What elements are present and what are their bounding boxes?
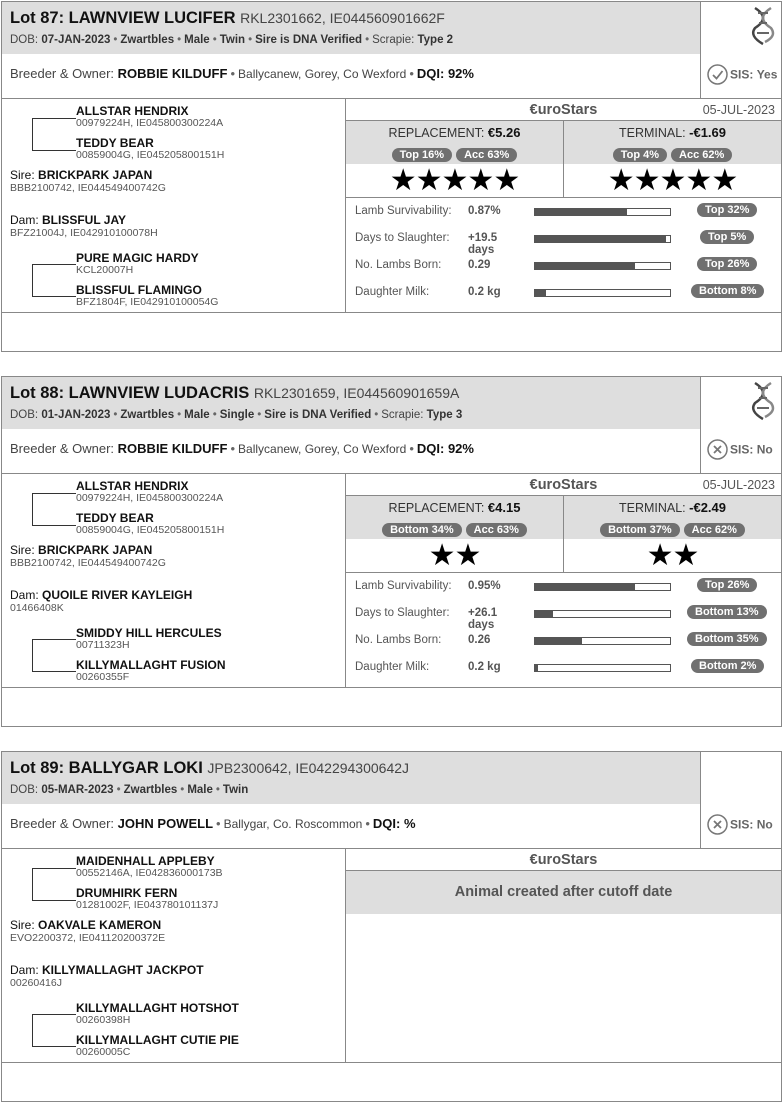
trait-percentile-bar	[534, 610, 671, 618]
lot-card	[1, 1, 782, 352]
trait-rank-badge: Top 5%	[700, 230, 754, 244]
trait-percentile-bar	[534, 664, 671, 672]
trait-name: Lamb Survivability:	[355, 580, 452, 592]
terminal-rank-badge: Bottom 37%	[600, 523, 680, 537]
trait-percentile-bar	[534, 289, 671, 297]
sire-name: Sire: BRICKPARK JAPAN	[10, 543, 153, 557]
trait-value: 0.2 kg	[468, 661, 501, 673]
lot-details: DOB: 07-JAN-2023 • Zwartbles • Male • Twin • Sire is DNA Verified • Scrapie: Type 2	[10, 34, 454, 46]
terminal-accuracy-badge: Acc 62%	[684, 523, 745, 537]
trait-percentile-bar	[534, 208, 671, 216]
lot-header	[2, 377, 700, 474]
trait-name: Days to Slaughter:	[355, 232, 450, 244]
terminal-accuracy-badge: Acc 62%	[671, 148, 732, 162]
sire-dam-ids: 00859004G, IE045205800151H	[76, 524, 225, 536]
lot-ids: JPB2300642, IE042294300642J	[207, 760, 410, 776]
trait-percentile-bar	[534, 262, 671, 270]
trait-percentile-fill	[535, 611, 553, 617]
dna-icon	[751, 381, 775, 421]
sire-sire-name: MAIDENHALL APPLEBY	[76, 854, 215, 868]
dam-dam-name: KILLYMALLAGHT FUSION	[76, 658, 226, 672]
trait-row	[346, 231, 781, 256]
dam-sire-name: KILLYMALLAGHT HOTSHOT	[76, 1001, 239, 1015]
trait-percentile-fill	[535, 236, 666, 242]
trait-percentile-fill	[535, 584, 635, 590]
dna-icon	[751, 6, 775, 46]
trait-rank-badge: Top 32%	[697, 203, 757, 217]
sire-ids: EVO2200372, IE041120200372E	[10, 932, 166, 944]
status-panel	[700, 377, 781, 474]
replacement-star-rating: ★★	[346, 539, 564, 573]
replacement-rank-badge: Bottom 34%	[382, 523, 462, 537]
trait-rank-badge: Top 26%	[697, 257, 757, 271]
eurostars-logo: €uroStars	[529, 477, 598, 493]
trait-value: 0.87%	[468, 205, 501, 217]
dam-ids: 01466408K	[10, 602, 64, 614]
trait-percentile-fill	[535, 290, 546, 296]
sire-dam-ids: 01281002F, IE043780101137J	[76, 899, 219, 911]
pedigree	[2, 849, 346, 1063]
lot-header	[2, 752, 700, 849]
sis-status: SIS: Yes	[707, 64, 777, 85]
eurostars-date: 05-JUL-2023	[702, 103, 775, 117]
trait-name: Lamb Survivability:	[355, 205, 452, 217]
sis-status: SIS: No	[707, 439, 773, 460]
check-circle-icon	[707, 64, 728, 85]
lot-title: Lot 89: BALLYGAR LOKI JPB2300642, IE042294300642J	[10, 759, 410, 777]
dam-name: Dam: BLISSFUL JAY	[10, 213, 127, 227]
terminal-star-rating: ★★★★★	[564, 164, 781, 198]
trait-row	[346, 580, 781, 600]
dam-dam-ids: 00260355F	[76, 671, 130, 683]
trait-value: +26.1 days	[468, 607, 498, 631]
sire-sire-name: ALLSTAR HENDRIX	[76, 479, 189, 493]
breeder-line: Breeder & Owner: ROBBIE KILDUFF • Ballycanew, Gorey, Co Wexford • DQI: 92%	[10, 66, 474, 81]
trait-percentile-bar	[534, 637, 671, 645]
lot-title: Lot 87: LAWNVIEW LUCIFER RKL2301662, IE044560901662F	[10, 9, 445, 27]
sire-dam-name: DRUMHIRK FERN	[76, 886, 178, 900]
dam-name: Dam: KILLYMALLAGHT JACKPOT	[10, 963, 204, 977]
trait-value: +19.5 days	[468, 232, 498, 256]
trait-name: Daughter Milk:	[355, 661, 430, 673]
pedigree	[2, 99, 346, 313]
sire-ids: BBB2100742, IE044549400742G	[10, 557, 166, 569]
trait-name: Days to Slaughter:	[355, 607, 450, 619]
sire-sire-name: ALLSTAR HENDRIX	[76, 104, 189, 118]
pedigree	[2, 474, 346, 688]
breeder-line: Breeder & Owner: ROBBIE KILDUFF • Ballycanew, Gorey, Co Wexford • DQI: 92%	[10, 441, 474, 456]
lot-header	[2, 2, 700, 99]
breeder-line: Breeder & Owner: JOHN POWELL • Ballygar, Co. Roscommon • DQI: %	[10, 816, 416, 831]
lot-details: DOB: 01-JAN-2023 • Zwartbles • Male • Single • Sire is DNA Verified • Scrapie: Type 3	[10, 409, 463, 421]
trait-value: 0.95%	[468, 580, 501, 592]
terminal-rank-badge: Top 4%	[613, 148, 667, 162]
sire-ids: BBB2100742, IE044549400742G	[10, 182, 166, 194]
dam-dam-ids: 00260005C	[76, 1046, 131, 1058]
replacement-star-rating: ★★★★★	[346, 164, 564, 198]
trait-percentile-fill	[535, 638, 582, 644]
trait-rank-badge: Top 26%	[697, 578, 757, 592]
lot-title: Lot 88: LAWNVIEW LUDACRIS RKL2301659, IE044560901659A	[10, 384, 460, 402]
trait-name: Daughter Milk:	[355, 286, 430, 298]
eurostars-logo: €uroStars	[529, 102, 598, 118]
replacement-accuracy-badge: Acc 63%	[466, 523, 527, 537]
dam-sire-ids: 00260398H	[76, 1014, 131, 1026]
trait-rank-badge: Bottom 8%	[691, 284, 764, 298]
sire-dam-ids: 00859004G, IE045205800151H	[76, 149, 225, 161]
eurostars-logo: €uroStars	[529, 852, 598, 868]
replacement-accuracy-badge: Acc 63%	[456, 148, 517, 162]
x-circle-icon	[707, 814, 728, 835]
sire-name: Sire: OAKVALE KAMERON	[10, 918, 162, 932]
lot-ids: RKL2301659, IE044560901659A	[253, 385, 460, 401]
dam-sire-ids: 00711323H	[76, 639, 130, 651]
trait-value: 0.26	[468, 634, 491, 646]
trait-rank-badge: Bottom 2%	[691, 659, 764, 673]
dam-dam-name: KILLYMALLAGHT CUTIE PIE	[76, 1033, 239, 1047]
cutoff-notice: Animal created after cutoff date	[346, 871, 781, 914]
dam-sire-name: SMIDDY HILL HERCULES	[76, 626, 222, 640]
trait-row	[346, 606, 781, 631]
lot-details: DOB: 05-MAR-2023 • Zwartbles • Male • Twin	[10, 784, 249, 796]
trait-percentile-bar	[534, 583, 671, 591]
trait-rank-badge: Bottom 35%	[687, 632, 767, 646]
eurostars-panel	[346, 849, 781, 1063]
sire-dam-name: TEDDY BEAR	[76, 136, 154, 150]
trait-percentile-fill	[535, 209, 627, 215]
dam-ids: BFZ21004J, IE042910100078H	[10, 227, 158, 239]
replacement-rank-badge: Top 16%	[392, 148, 452, 162]
x-circle-icon	[707, 439, 728, 460]
lot-ids: RKL2301662, IE044560901662F	[240, 10, 445, 26]
sire-sire-ids: 00979224H, IE045800300224A	[76, 492, 224, 504]
lot-card	[1, 751, 782, 1102]
trait-name: No. Lambs Born:	[355, 259, 442, 271]
sire-name: Sire: BRICKPARK JAPAN	[10, 168, 153, 182]
dam-name: Dam: QUOILE RIVER KAYLEIGH	[10, 588, 193, 602]
trait-value: 0.2 kg	[468, 286, 501, 298]
trait-value: 0.29	[468, 259, 491, 271]
sire-sire-ids: 00979224H, IE045800300224A	[76, 117, 224, 129]
sire-dam-name: TEDDY BEAR	[76, 511, 154, 525]
trait-percentile-bar	[534, 235, 671, 243]
trait-row	[346, 205, 781, 225]
dam-ids: 00260416J	[10, 977, 62, 989]
replacement-index: REPLACEMENT: €4.15 Bottom 34% Acc 63%	[346, 496, 564, 539]
terminal-star-rating: ★★	[564, 539, 781, 573]
trait-row	[346, 259, 781, 279]
lot-card	[1, 376, 782, 727]
status-panel	[700, 752, 781, 849]
replacement-index: REPLACEMENT: €5.26 Top 16% Acc 63%	[346, 121, 564, 164]
dam-dam-ids: BFZ1804F, IE042910100054G	[76, 296, 219, 308]
trait-name: No. Lambs Born:	[355, 634, 442, 646]
status-panel	[700, 2, 781, 99]
terminal-index: TERMINAL: -€1.69 Top 4% Acc 62%	[564, 121, 781, 164]
eurostars-date: 05-JUL-2023	[702, 478, 775, 492]
trait-row	[346, 634, 781, 654]
trait-row	[346, 286, 781, 306]
eurostars-panel	[346, 99, 781, 313]
sire-sire-ids: 00552146A, IE042836000173B	[76, 867, 223, 879]
dam-sire-name: PURE MAGIC HARDY	[76, 251, 199, 265]
trait-row	[346, 661, 781, 681]
trait-percentile-fill	[535, 665, 538, 671]
trait-percentile-fill	[535, 263, 635, 269]
sis-status: SIS: No	[707, 814, 773, 835]
trait-rank-badge: Bottom 13%	[687, 605, 767, 619]
eurostars-panel	[346, 474, 781, 688]
dam-dam-name: BLISSFUL FLAMINGO	[76, 283, 202, 297]
terminal-index: TERMINAL: -€2.49 Bottom 37% Acc 62%	[564, 496, 781, 539]
dam-sire-ids: KCL20007H	[76, 264, 134, 276]
